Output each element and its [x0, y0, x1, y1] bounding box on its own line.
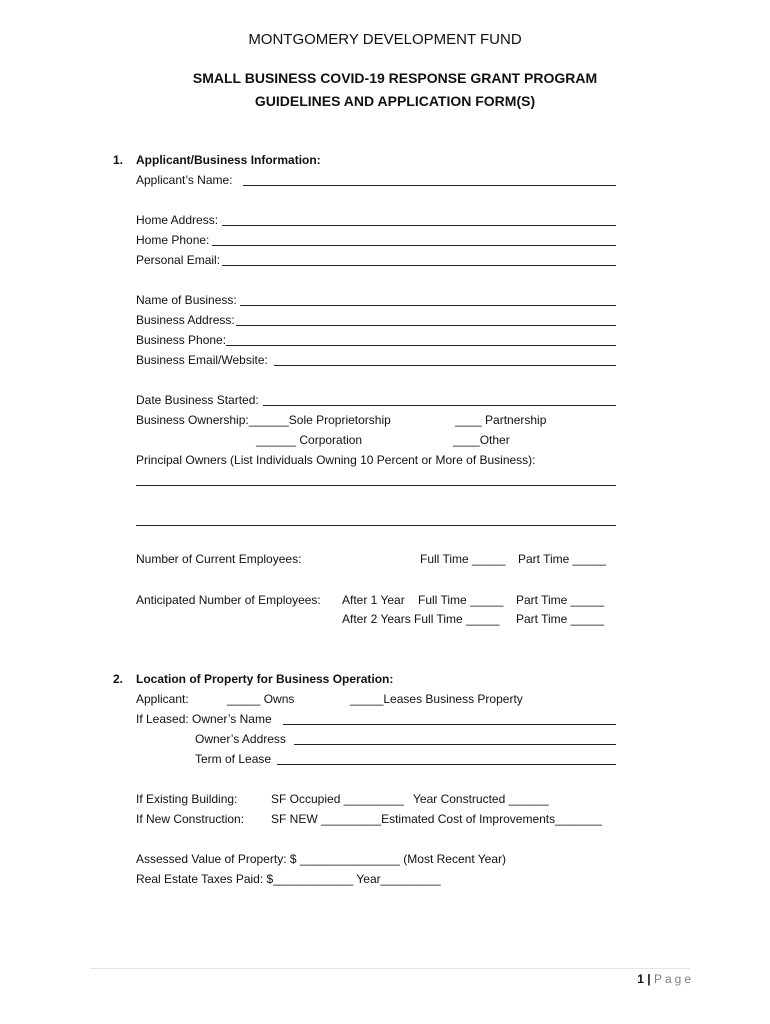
page-number: 1 [637, 972, 644, 986]
home-phone-label: Home Phone: [136, 233, 210, 247]
after-2-years-full-time[interactable]: After 2 Years Full Time _____ [342, 612, 500, 626]
current-part-time[interactable]: Part Time _____ [518, 552, 607, 566]
business-phone-field[interactable] [226, 345, 616, 346]
home-phone-field[interactable] [212, 245, 616, 246]
taxes-paid-field[interactable]: Real Estate Taxes Paid: $____________ Year_________ [136, 872, 441, 886]
after-1-year-full-time[interactable]: Full Time _____ [418, 593, 504, 607]
applicant-name-label: Applicant’s Name: [136, 173, 233, 187]
owner-address-label: Owner’s Address [195, 732, 286, 746]
principal-owners-line1[interactable] [136, 485, 616, 486]
date-started-field[interactable] [263, 405, 616, 406]
assessed-value-field[interactable]: Assessed Value of Property: $ _______________ (Most Recent Year) [136, 852, 507, 866]
owner-name-label: If Leased: Owner’s Name [136, 712, 272, 726]
personal-email-label: Personal Email: [136, 253, 221, 267]
home-address-field[interactable] [222, 225, 616, 226]
owner-address-field[interactable] [294, 744, 616, 745]
page-word: Page [653, 972, 694, 986]
year-constructed-field[interactable]: Year Constructed ______ [413, 792, 549, 806]
existing-building-label: If Existing Building: [136, 792, 238, 806]
ownership-corporation[interactable]: ______ Corporation [256, 433, 363, 447]
footer-divider [90, 968, 690, 969]
business-email-label: Business Email/Website: [136, 353, 268, 367]
term-of-lease-label: Term of Lease [195, 752, 272, 766]
sf-occupied-field[interactable]: SF Occupied _________ [271, 792, 404, 806]
ownership-sole-proprietorship[interactable]: Business Ownership:______Sole Proprietorship [136, 413, 391, 427]
business-address-label: Business Address: [136, 313, 235, 327]
personal-email-field[interactable] [222, 265, 616, 266]
ownership-partnership[interactable]: ____ Partnership [455, 413, 547, 427]
business-email-field[interactable] [274, 365, 616, 366]
business-name-field[interactable] [240, 305, 616, 306]
section2-number: 2. [113, 672, 124, 686]
owner-name-field[interactable] [283, 724, 616, 725]
business-name-label: Name of Business: [136, 293, 237, 307]
section2-heading: Location of Property for Business Operation: [136, 672, 394, 686]
business-address-field[interactable] [236, 325, 616, 326]
page-footer [637, 972, 694, 986]
after-1-year-part-time[interactable]: Part Time _____ [516, 593, 605, 607]
date-started-label: Date Business Started: [136, 393, 259, 407]
principal-owners-line2[interactable] [136, 525, 616, 526]
principal-owners-label: Principal Owners (List Individuals Owning 10 Percent or More of Business): [136, 453, 536, 467]
section1-heading: Applicant/Business Information: [136, 153, 321, 167]
new-construction-label: If New Construction: [136, 812, 245, 826]
sf-new-and-cost-field[interactable]: SF NEW _________Estimated Cost of Improvements_______ [271, 812, 602, 826]
term-of-lease-field[interactable] [277, 764, 616, 765]
section1-number: 1. [113, 153, 124, 167]
business-phone-label: Business Phone: [136, 333, 227, 347]
applicant-name-field[interactable] [243, 185, 616, 186]
leases-option[interactable]: _____Leases Business Property [350, 692, 523, 706]
applicant-label: Applicant: [136, 692, 189, 706]
form-title-line2: GUIDELINES AND APPLICATION FORM(S) [254, 93, 536, 109]
page-separator: | [647, 972, 651, 986]
organization-name: MONTGOMERY DEVELOPMENT FUND [248, 31, 522, 48]
current-full-time[interactable]: Full Time _____ [420, 552, 506, 566]
current-employees-label: Number of Current Employees: [136, 552, 302, 566]
home-address-label: Home Address: [136, 213, 219, 227]
after-2-years-part-time[interactable]: Part Time _____ [516, 612, 605, 626]
anticipated-employees-label: Anticipated Number of Employees: [136, 593, 321, 607]
after-1-year-label: After 1 Year [342, 593, 405, 607]
form-title-line1: SMALL BUSINESS COVID-19 RESPONSE GRANT PROGRAM [192, 70, 598, 86]
owns-option[interactable]: _____ Owns [227, 692, 295, 706]
ownership-other[interactable]: ____Other [453, 433, 510, 447]
